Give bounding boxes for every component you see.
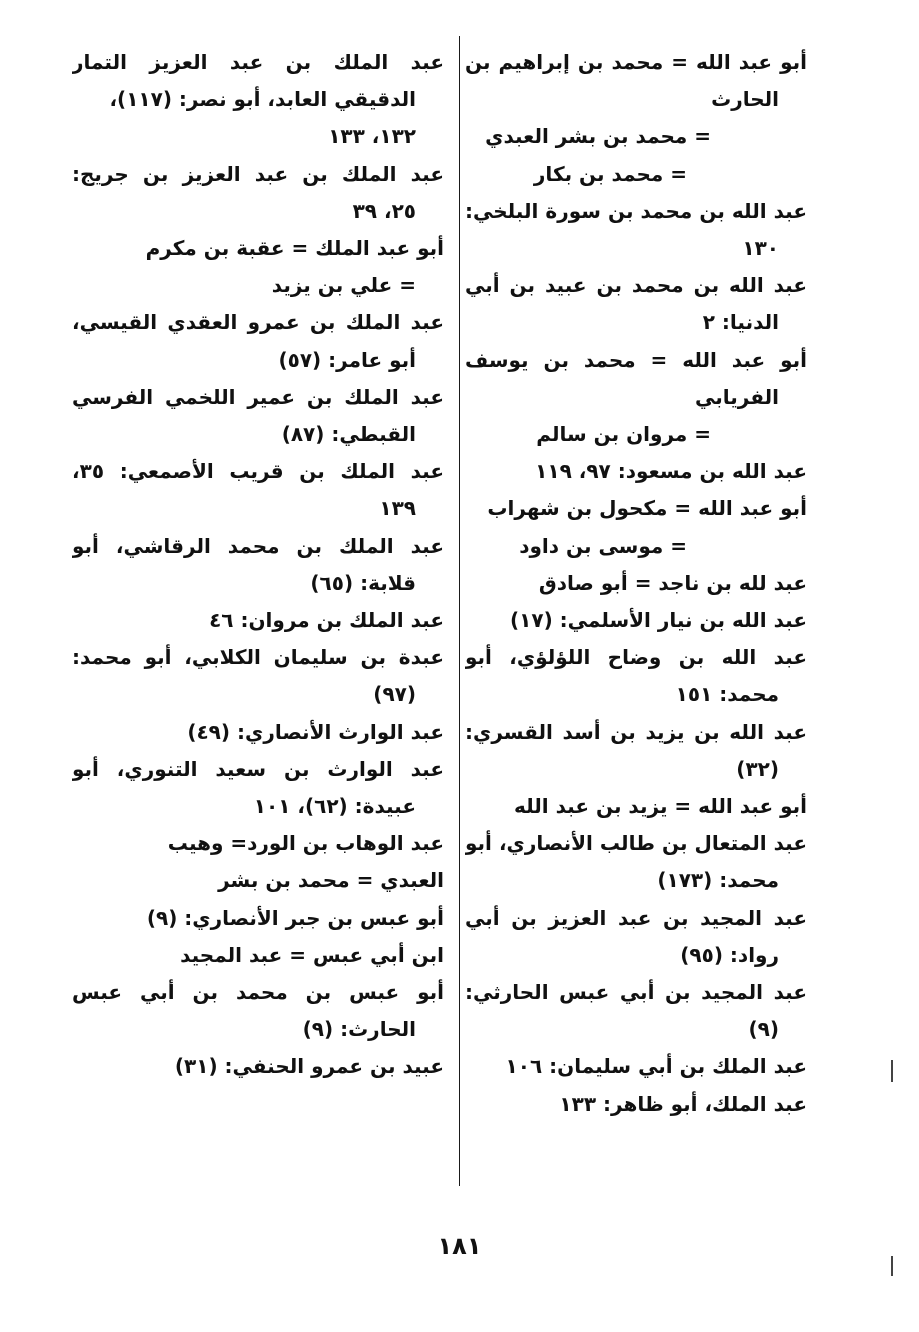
index-entry-line: (٣٢) (736, 756, 779, 781)
index-entry (465, 156, 807, 193)
index-entry (465, 714, 807, 788)
index-entry (72, 304, 444, 378)
index-entry (72, 379, 444, 453)
index-entry (72, 1048, 444, 1085)
index-entry-line: محمد: (١٧٣) (657, 868, 779, 893)
index-entry-line: عبد الملك بن مروان: ٤٦ (209, 608, 444, 633)
index-entry (72, 156, 444, 230)
index-entry-line: رواد: (٩٥) (680, 942, 779, 967)
index-entry (72, 639, 444, 713)
index-entry (465, 193, 807, 267)
index-entry (465, 44, 807, 118)
index-entry-line: محمد: ١٥١ (675, 682, 779, 707)
index-entry-line: عبد الوارث الأنصاري: (٤٩) (187, 719, 444, 744)
index-entry-line: عبد الله بن محمد بن سورة البلخي: (465, 198, 807, 223)
index-entry (465, 602, 807, 639)
index-entry (72, 974, 444, 1048)
index-entry-line: عبد الله بن وضاح اللؤلؤي، أبو (465, 645, 807, 670)
index-entry-line: أبو عبس بن محمد بن أبي عبس (72, 980, 444, 1005)
index-entry-line: ٢٥، ٣٩ (352, 198, 416, 223)
index-entry (72, 453, 444, 527)
index-entry-line: عبد الملك بن محمد الرقاشي، أبو (72, 533, 444, 558)
index-entry-line: عبد لله بن ناجد = أبو صادق (538, 570, 807, 595)
index-column-left (72, 44, 444, 1086)
index-entry-line: = موسى بن داود (519, 533, 687, 558)
index-entry (465, 788, 807, 825)
index-entry (465, 1048, 807, 1085)
index-entry (72, 937, 444, 974)
index-entry-line: أبو عبس بن جبر الأنصاري: (٩) (146, 905, 444, 930)
index-entry (465, 974, 807, 1048)
index-entry (72, 44, 444, 156)
index-entry-line: = مروان بن سالم (536, 422, 711, 447)
index-entry-line: عبيد بن عمرو الحنفي: (٣١) (174, 1054, 444, 1079)
index-entry-line: أبو عامر: (٥٧) (278, 347, 416, 372)
index-entry-line: ١٣٠ (742, 236, 779, 261)
index-entry (465, 639, 807, 713)
index-entry-line: الدنيا: ٢ (702, 310, 779, 335)
index-entry-line: العبدي = محمد بن بشر (218, 868, 444, 893)
index-entry-line: عبد المتعال بن طالب الأنصاري، أبو (465, 831, 807, 856)
index-entry (465, 453, 807, 490)
index-entry-line: عبد المجيد بن أبي عبس الحارثي: (465, 980, 807, 1005)
index-entry-line: عبيدة: (٦٢)، ١٠١ (253, 794, 416, 819)
index-entry (465, 1086, 807, 1123)
index-entry-line: = محمد بن بكار (533, 161, 687, 186)
index-entry-line: أبو عبد الله = مكحول بن شهراب (487, 496, 807, 521)
scan-edge-mark (891, 1060, 893, 1082)
index-entry-line: عبد المجيد بن عبد العزيز بن أبي (465, 905, 807, 930)
index-entry (72, 267, 444, 304)
index-entry-line: عبد الله بن محمد بن عبيد بن أبي (465, 273, 807, 298)
index-entry-line: عبد الله بن يزيد بن أسد القسري: (465, 719, 807, 744)
index-entry (72, 528, 444, 602)
index-entry-line: عبد الله بن مسعود: ٩٧، ١١٩ (535, 459, 807, 484)
column-divider (459, 36, 460, 1186)
index-entry-line: عبدة بن سليمان الكلابي، أبو محمد: (72, 645, 444, 670)
index-entry (72, 862, 444, 899)
index-entry-line: القبطي: (٨٧) (281, 422, 416, 447)
index-entry-line: الفريابي (695, 384, 779, 409)
index-entry-line: الحارث: (٩) (302, 1017, 416, 1042)
index-entry-line: ١٣٢، ١٣٣ (328, 124, 416, 149)
index-entry-line: عبد الوارث بن سعيد التنوري، أبو (72, 756, 444, 781)
index-entry-line: (٩٧) (373, 682, 416, 707)
index-entry (465, 490, 807, 527)
index-entry-line: الدقيقي العابد، أبو نصر: (١١٧)، (109, 87, 416, 112)
index-entry-line: (٩) (748, 1017, 779, 1042)
index-entry-line: عبد الله بن نيار الأسلمي: (١٧) (510, 608, 807, 633)
index-entry-line: أبو عبد الله = محمد بن يوسف (465, 347, 807, 372)
index-entry-line: أبو عبد الله = يزيد بن عبد الله (514, 794, 807, 819)
index-entry-line: عبد الملك بن عمير اللخمي الفرسي (72, 384, 444, 409)
index-entry-line: أبو عبد الملك = عقبة بن مكرم (145, 236, 444, 261)
index-entry (465, 342, 807, 416)
index-entry (72, 714, 444, 751)
index-entry-line: ابن أبي عبس = عبد المجيد (180, 942, 444, 967)
page-number: ١٨١ (437, 1232, 482, 1260)
index-entry (465, 825, 807, 899)
index-entry-line: الحارث (711, 87, 779, 112)
index-entry (72, 751, 444, 825)
index-entry-line: = علي بن يزيد (271, 273, 416, 298)
index-column-right (465, 44, 807, 1123)
index-entry-line: ١٣٩ (379, 496, 416, 521)
index-entry-line: عبد الوهاب بن الورد= وهيب (167, 831, 444, 856)
index-entry (465, 900, 807, 974)
index-entry-line: عبد الملك بن عمرو العقدي القيسي، (72, 310, 444, 335)
index-entry (72, 230, 444, 267)
index-entry (72, 602, 444, 639)
index-entry (72, 825, 444, 862)
index-entry (465, 118, 807, 155)
scan-edge-mark (891, 1256, 893, 1276)
index-entry-line: = محمد بن بشر العبدي (485, 124, 711, 149)
index-entry (465, 267, 807, 341)
index-entry-line: عبد الملك بن عبد العزيز بن جريج: (72, 161, 444, 186)
index-entry-line: عبد الملك بن عبد العزيز التمار (72, 50, 444, 74)
index-entry (72, 900, 444, 937)
index-entry-line: عبد الملك بن أبي سليمان: ١٠٦ (505, 1054, 807, 1079)
index-entry (465, 528, 807, 565)
index-entry-line: عبد الملك بن قريب الأصمعي: ٣٥، (72, 459, 444, 484)
index-entry (465, 565, 807, 602)
index-entry (465, 416, 807, 453)
index-entry-line: عبد الملك، أبو ظاهر: ١٣٣ (559, 1091, 807, 1116)
index-entry-line: أبو عبد الله = محمد بن إبراهيم بن (465, 50, 807, 74)
index-entry-line: قلابة: (٦٥) (310, 570, 416, 595)
